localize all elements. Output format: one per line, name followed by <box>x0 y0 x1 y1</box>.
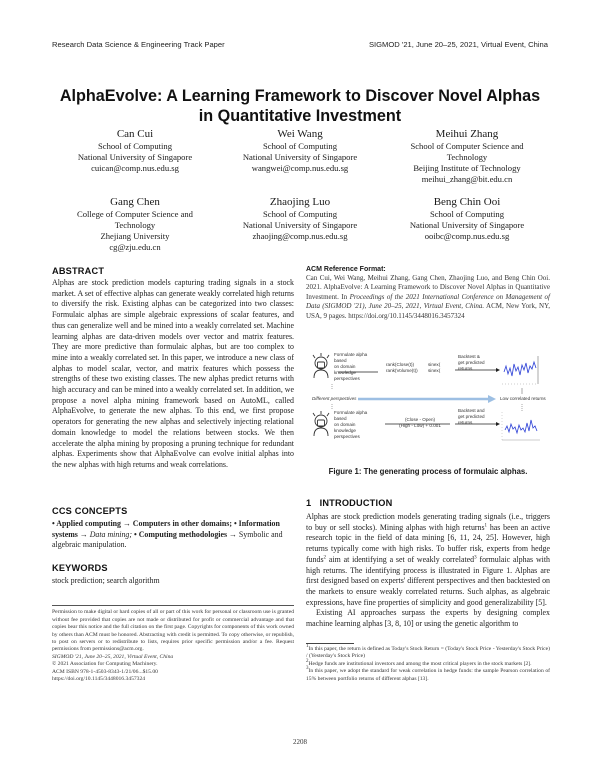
page-number: 2208 <box>293 738 307 746</box>
expert-icon <box>313 411 329 436</box>
author-card <box>50 128 220 174</box>
author-affiliation: School of Computing <box>429 209 504 219</box>
author-email[interactable]: zhaojing@comp.nus.edu.sg <box>252 231 348 241</box>
author-affiliation: Zhejiang University <box>100 231 170 241</box>
ccs-concept: • Computing methodologies → <box>132 529 237 539</box>
abstract-section <box>52 266 294 471</box>
author-affiliation: National University of Singapore <box>77 152 193 162</box>
paper-title-line1: AlphaEvolve: A Learning Framework to Discover Novel Alphas <box>59 87 541 105</box>
footnote-ref[interactable]: 2 <box>323 555 327 561</box>
author-email[interactable]: cg@zju.edu.cn <box>109 242 161 252</box>
expert-icon <box>313 353 329 378</box>
introduction-paragraph-2: Existing AI approaches surpass the experts by designing complex machine learning alphas [3, 8, 10] or using the genetic algorithm to <box>306 608 550 629</box>
footnote-ref[interactable]: 1 <box>484 523 488 529</box>
author-card <box>382 196 552 242</box>
figure-caption: Figure 1: The generating process of formulaic alphas. <box>328 467 528 476</box>
footnote: $^2$Hedge funds are institutional investors and among the most critical players in the stock markets [2]. <box>306 658 532 667</box>
permission-copyright: © 2021 Association for Computing Machinery. <box>52 661 158 668</box>
author-card <box>50 196 220 253</box>
author-name: Beng Chin Ooi <box>433 196 501 208</box>
ccs-concept: • Information systems → <box>52 519 280 539</box>
permission-text: Permission to make digital or hard copies of all or part of this work for personal or classroom use is granted without fee provided that copies are not made or distributed for profit or commercial advantage and that copies bear this notice and the full citation on the first page. Copyrights for components of this work owned by others than ACM must be honored. Abstracting with credit is permitted. To copy otherwise, or republish, to post on servers or to redistribute to lists, requires prior specific permission and/or a fee. Request permissions from permissions@acm.org. <box>52 609 294 653</box>
author-affiliation: Beijing Institute of Technology <box>413 163 521 173</box>
introduction-heading: 1 INTRODUCTION <box>306 498 393 508</box>
author-name: Zhaojing Luo <box>269 196 331 208</box>
figure-top-expert-text: Formulate alpha based on domain knowledge perspectives <box>334 352 368 381</box>
introduction-paragraph-1: Alphas are stock prediction models generating trading signals (i.e., triggers to buy or sell stocks). Mining alphas with high returns$^1$ has been an active research topic in the field of data mining [6, 11, 24, 25]. However, high returns typically come with high risks. To buffer risk, experts from hedge funds$^2$ aim at identifying a set of weakly correlated$^3$ formulaic alphas with high returns. The identifying process is illustrated in Figure 1. Alphas are first designed based on experts' different perspectives and then backtested on the markets to ensure weakly correlated returns. Such alphas, as algebraic expressions, have fine properties of simplicity and good generalizability [5]. <box>306 512 550 607</box>
figure-bottom-backtest: Backtest and get predicted returns <box>458 408 485 425</box>
footnote-rule <box>306 643 354 644</box>
acm-reference-text: Can Cui, Wei Wang, Meihui Zhang, Gang Chen, Zhaojing Luo, and Beng Chin Ooi. 2021. AlphaEvolve: A Learning Framework to Discover Novel Alphas in Quantitative Investment. In Proceedings of the 2021 International Conference on Management of Data (SIGMOD '21), June 20–25, 2021, Virtual Event, China. ACM, New York, NY, USA, 9 pages. https://doi.org/10.1145/3448016.3457324 <box>306 274 551 320</box>
figure-bottom-expert-text: Formulate alpha based on domain knowledge perspectives <box>334 410 368 439</box>
returns-chart-bottom <box>502 412 540 440</box>
figure-middle-left: Different perspectives <box>312 396 357 401</box>
author-affiliation: Technology <box>446 152 488 162</box>
ccs-text <box>52 519 294 551</box>
running-header-left: Research Data Science & Engineering Track Paper <box>52 40 225 49</box>
figure-1 <box>310 350 580 455</box>
paper-title-line2: in Quantitative Investment <box>198 107 402 125</box>
author-email[interactable]: ooibc@comp.nus.edu.sg <box>424 231 510 241</box>
acm-reference <box>306 266 550 321</box>
figure-top-backtest: Backtest & get predicted returns <box>458 354 485 371</box>
author-email[interactable]: wangwei@comp.nus.edu.sg <box>251 163 349 173</box>
abstract-text: Alphas are stock prediction models capturing trading signals in a stock market. A set of effective alphas can generate weakly correlated high returns to diversify the risk. Existing alphas can be categorized into two classes: Formulaic alphas are simple algebraic expressions of scalar features, and thus can generalize well and be mined into a weakly correlated set. Machine learning alphas are data-driven models over vector and matrix features. They are more predictive than formulaic alphas, but are too complex to mine into a weakly correlated set. In this paper, we introduce a new class of alphas to model scalar, vector, and matrix features which possess the strengths of these two existing classes. The new alphas predict returns with high accuracy and can be mined into a weakly correlated set. In addition, we propose a novel alpha mining framework based on AutoML, called AlphaEvolve, to generate the new alphas. To this end, we first propose operators for generating the new alphas and selectively injecting relational domain knowledge to model the relations between stocks. We then accelerate the alpha mining by proposing a pruning technique for redundant alphas. Experiments show that AlphaEvolve can evolve initial alphas into the new alphas with high returns and weak correlations. <box>52 278 294 469</box>
author-card <box>215 196 385 242</box>
author-affiliation: National University of Singapore <box>242 220 358 230</box>
author-affiliation: National University of Singapore <box>409 220 525 230</box>
keywords-heading: KEYWORDS <box>52 563 108 573</box>
author-affiliation: School of Computer Science and <box>410 141 524 151</box>
permission-isbn: ACM ISBN 978-1-4503-8343-1/21/06...$15.00 <box>52 668 158 675</box>
figure-top-formula: rank(Close(t)) rank(Volume(t)) <box>386 362 418 373</box>
author-email[interactable]: meihui_zhang@bit.edu.cn <box>421 174 513 184</box>
footnote-ref[interactable]: 3 <box>474 555 477 561</box>
paper-title <box>0 86 600 126</box>
author-affiliation: National University of Singapore <box>242 152 358 162</box>
permission-rule <box>52 605 294 606</box>
figure-bottom-formula: (Close - Open) (High - Low) + 0.001 <box>399 417 441 428</box>
keywords-section <box>52 563 294 587</box>
author-email[interactable]: cuican@comp.nus.edu.sg <box>91 163 179 173</box>
permission-block <box>52 605 294 683</box>
footnotes <box>306 643 550 683</box>
ccs-concept: • Applied computing → Computers in other domains; <box>52 519 232 528</box>
ccs-concept: Data mining; <box>87 529 133 539</box>
author-affiliation: School of Computing <box>262 141 337 151</box>
author-affiliation: School of Computing <box>262 209 337 219</box>
figure-middle-right: Low correlated returns <box>500 396 546 401</box>
introduction-section <box>306 498 550 630</box>
figure-top-formula-op: sinex( sinex( <box>428 362 441 373</box>
abstract-heading: ABSTRACT <box>52 266 105 276</box>
ccs-section <box>52 506 294 551</box>
returns-chart-top <box>502 356 538 384</box>
author-affiliation: School of Computing <box>97 141 172 151</box>
author-name: Meihui Zhang <box>435 128 499 140</box>
keywords-text: stock prediction; search algorithm <box>52 576 160 585</box>
permission-doi[interactable]: https://doi.org/10.1145/3448016.3457324 <box>52 675 146 682</box>
author-card <box>382 128 552 185</box>
permission-venue: SIGMOD '21, June 20–25, 2021, Virtual Event, China <box>52 653 174 660</box>
running-header-right: SIGMOD '21, June 20–25, 2021, Virtual Event, China <box>368 40 548 49</box>
footnote: $^3$In this paper, we adopt the standard for weak correlation in hedge funds: the sample Pearson correlation of 15% between portfolio returns of different alphas [13]. <box>306 666 550 682</box>
author-name: Can Cui <box>116 128 154 140</box>
author-name: Gang Chen <box>110 196 160 208</box>
acm-reference-heading: ACM Reference Format: <box>306 266 386 273</box>
footnote: $^1$In this paper, the return is defined as Today's Stock Return = (Today's Stock Price - Yesterday's Stock Price) / (Yesterday's Stock Price) <box>306 644 550 660</box>
author-name: Wei Wang <box>277 128 323 140</box>
ccs-concept: Symbolic and algebraic manipulation. <box>52 529 283 550</box>
author-affiliation: Technology <box>114 220 156 230</box>
author-affiliation: College of Computer Science and <box>77 209 193 219</box>
ccs-heading: CCS CONCEPTS <box>52 506 128 516</box>
author-card <box>215 128 385 174</box>
